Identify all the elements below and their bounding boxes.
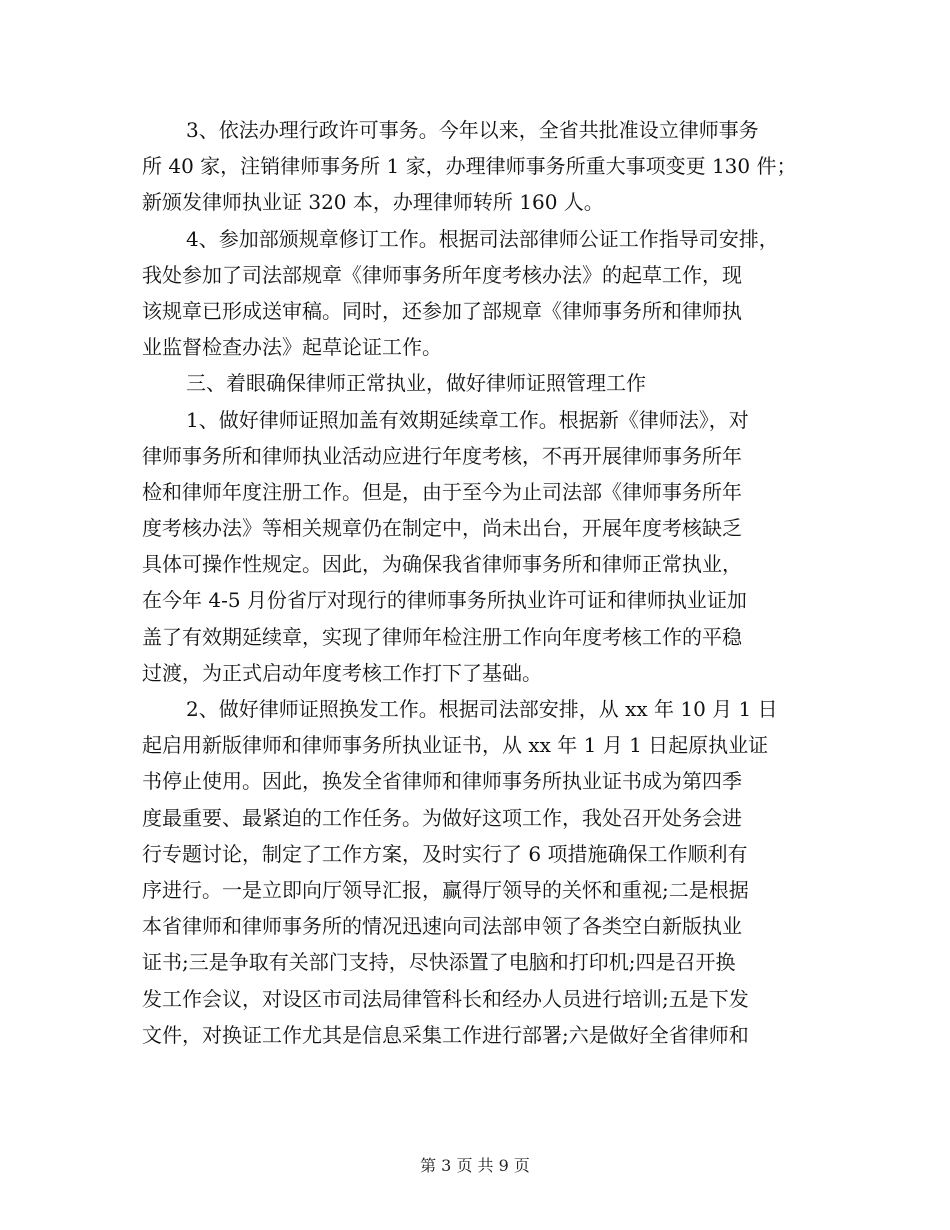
text-line: 检和律师年度注册工作。但是，由于至今为止司法部《律师事务所年 [142, 479, 742, 504]
text-line: 序进行。一是立即向厅领导汇报，赢得厅领导的关怀和重视;二是根据 [142, 877, 749, 902]
text-line: 本省律师和律师事务所的情况迅速向司法部申领了各类空白新版执业 [142, 914, 742, 939]
text-line: 新颁发律师执业证 320 本，办理律师转所 160 人。 [142, 190, 604, 215]
page-footer: 第 3 页 共 9 页 [420, 1156, 530, 1175]
text-line: 所 40 家，注销律师事务所 1 家，办理律师事务所重大事项变更 130 件； [142, 154, 797, 179]
document-body [142, 112, 808, 1053]
text-line: 文件，对换证工作尤其是信息采集工作进行部署;六是做好全省律师和 [142, 1022, 749, 1047]
text-line: 度考核办法》等相关规章仍在制定中，尚未出台，开展年度考核缺乏 [142, 516, 742, 541]
text-line: 行专题讨论，制定了工作方案，及时实行了 6 项措施确保工作顺利有 [142, 841, 748, 866]
text-line: 发工作会议，对设区市司法局律管科长和经办人员进行培训;五是下发 [142, 986, 749, 1011]
text-line: 起启用新版律师和律师事务所执业证书，从 xx 年 1 月 1 日起原执业证 [142, 733, 769, 758]
text-line: 2、做好律师证照换发工作。根据司法部安排，从 xx 年 10 月 1 日 [186, 697, 778, 721]
text-line: 证书;三是争取有关部门支持，尽快添置了电脑和打印机;四是召开换 [142, 950, 736, 975]
text-line: 律师事务所和律师执业活动应进行年度考核，不再开展律师事务所年 [142, 443, 742, 468]
text-line: 我处参加了司法部规章《律师事务所年度考核办法》的起草工作，现 [142, 262, 742, 287]
text-line: 书停止使用。因此，换发全省律师和律师事务所执业证书成为第四季 [142, 769, 742, 794]
text-line: 具体可操作性规定。因此，为确保我省律师事务所和律师正常执业， [142, 552, 742, 577]
text-line: 该规章已形成送审稿。同时，还参加了部规章《律师事务所和律师执 [142, 298, 742, 323]
text-line: 3、依法办理行政许可事务。今年以来，全省共批准设立律师事务 [186, 118, 759, 142]
text-line: 4、参加部颁规章修订工作。根据司法部律师公证工作指导司安排， [186, 226, 779, 251]
text-line: 盖了有效期延续章，实现了律师年检注册工作向年度考核工作的平稳 [142, 624, 742, 649]
text-line: 业监督检查办法》起草论证工作。 [142, 335, 442, 360]
text-line: 1、做好律师证照加盖有效期延续章工作。根据新《律师法》，对 [186, 407, 749, 432]
text-line: 过渡，为正式启动年度考核工作打下了基础。 [142, 660, 542, 685]
text-line: 在今年 4-5 月份省厅对现行的律师事务所执业许可证和律师执业证加 [142, 588, 747, 613]
text-line: 三、着眼确保律师正常执业，做好律师证照管理工作 [186, 371, 646, 396]
text-line: 度最重要、最紧迫的工作任务。为做好这项工作，我处召开处务会进 [142, 805, 742, 830]
